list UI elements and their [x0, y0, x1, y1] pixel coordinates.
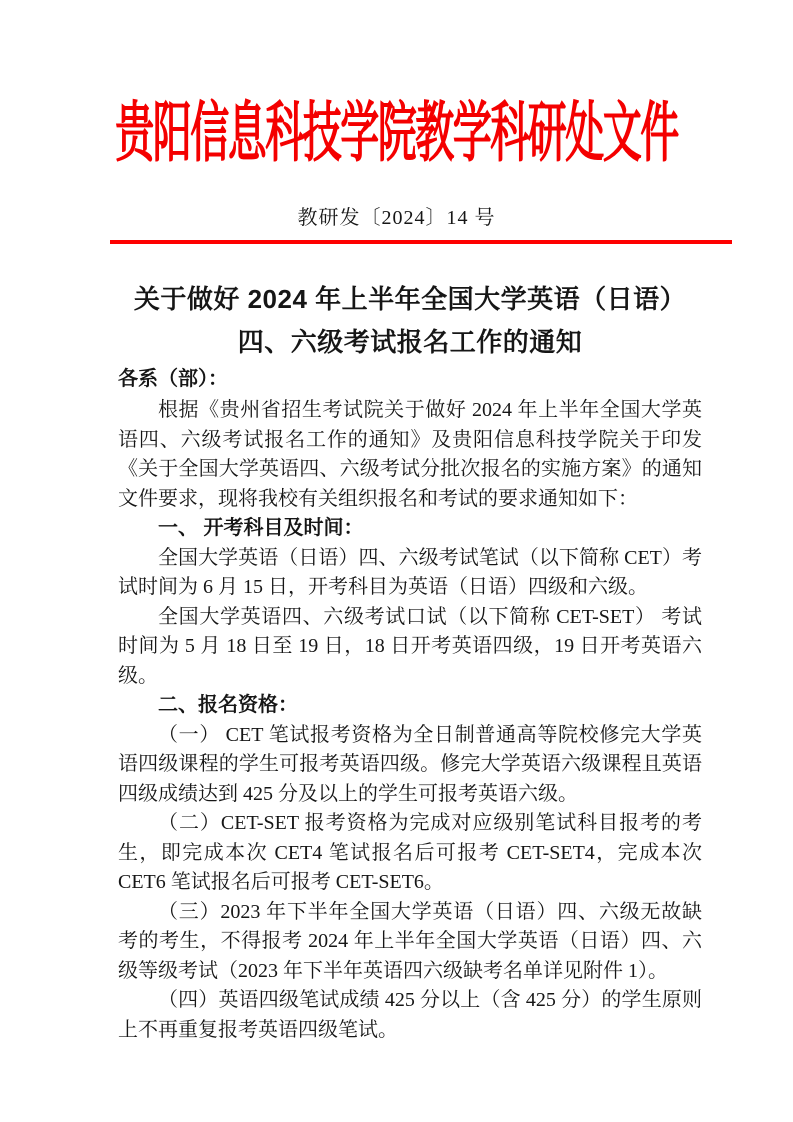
paragraph-item-4: （四）英语四级笔试成绩 425 分以上（含 425 分）的学生原则上不再重复报考英语四级笔试。	[118, 989, 702, 1041]
red-divider-rule	[110, 240, 732, 244]
salutation: 各系（部）：	[118, 368, 228, 390]
document-title-line1: 关于做好 2024 年上半年全国大学英语（日语）	[133, 284, 687, 314]
paragraph-basis: 根据《贵州省招生考试院关于做好 2024 年上半年全国大学英语四、六级考试报名工作的通知》及贵阳信息科技学院关于印发《关于全国大学英语四、六级考试分批次报名的实施方案》的通知文件要求，现将我校有关组织报名和考试的要求通知如下：	[118, 399, 702, 510]
document-title	[118, 278, 702, 364]
paragraph-oral-exam: 全国大学英语四、六级考试口试（以下简称 CET-SET） 考试时间为 5 月 18 日至 19 日，18 日开考英语四级，19 日开考英语六级。	[118, 605, 702, 687]
document-title-line2: 四、六级考试报名工作的通知	[237, 327, 583, 357]
document-reference-number: 教研发〔2024〕14 号	[297, 207, 496, 229]
document-body	[118, 278, 702, 1045]
document-issuer-masthead: 贵阳信息科技学院教学科研处文件	[115, 97, 678, 170]
paragraph-written-exam: 全国大学英语（日语）四、六级考试笔试（以下简称 CET）考试时间为 6 月 15 日，开考科目为英语（日语）四级和六级。	[118, 546, 702, 598]
paragraph-item-3: （三）2023 年下半年全国大学英语（日语）四、六级无故缺考的考生，不得报考 2024 年上半年全国大学英语（日语）四、六级等级考试（2023 年下半年英语四六级缺考名单详见附件 1）。	[118, 900, 702, 982]
paragraph-group	[118, 396, 702, 1045]
paragraph-item-2: （二）CET-SET 报考资格为完成对应级别笔试科目报考的考生，即完成本次 CET4 笔试报名后可报考 CET-SET4，完成本次 CET6 笔试报名后可报考 CET-SET6。	[118, 812, 702, 893]
section-heading-subjects: 一、 开考科目及时间：	[158, 517, 364, 539]
section-heading-eligibility: 二、报名资格：	[158, 694, 298, 716]
paragraph-item-1: （一） CET 笔试报考资格为全日制普通高等院校修完大学英语四级课程的学生可报考英语四级。修完大学英语六级课程且英语四级成绩达到 425 分及以上的学生可报考英语六级。	[118, 723, 702, 805]
